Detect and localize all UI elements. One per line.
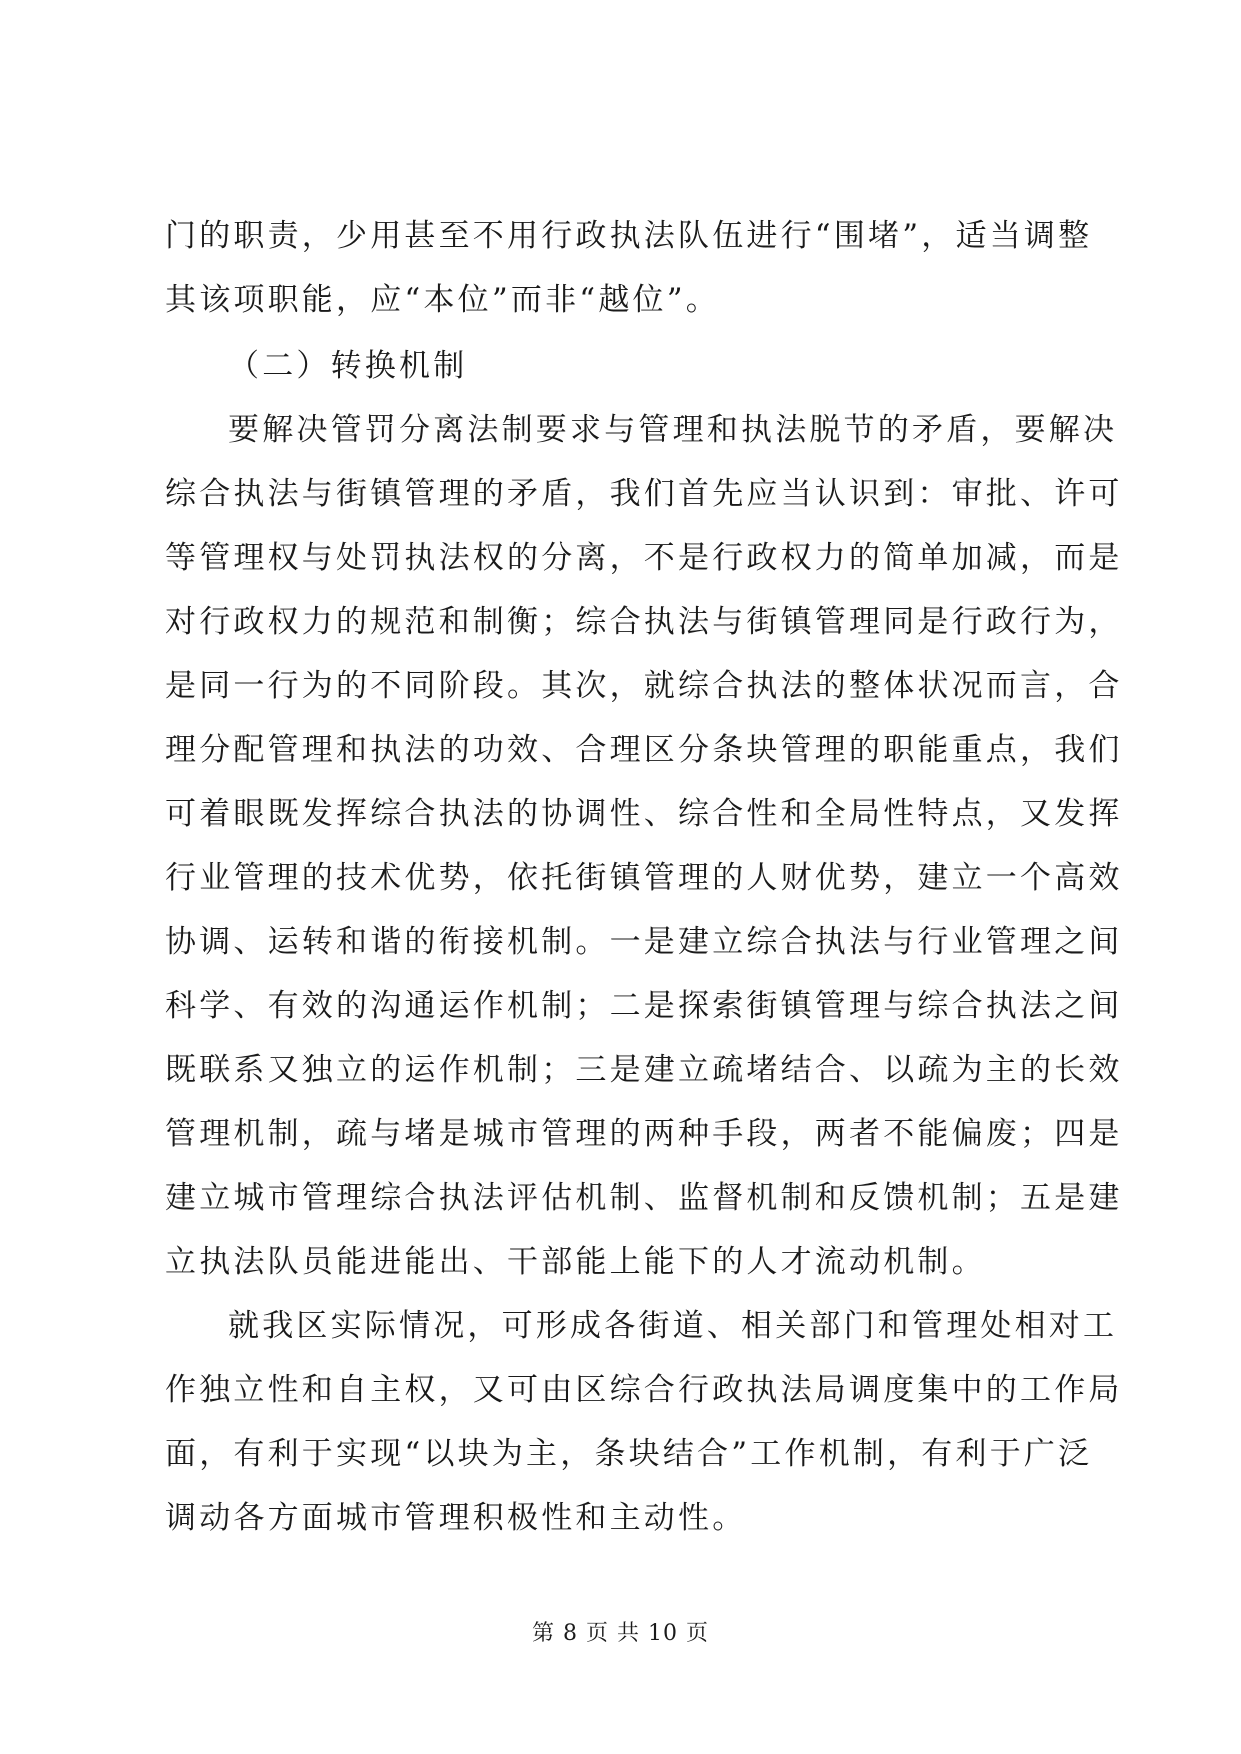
body-line: 行业管理的技术优势，依托街镇管理的人财优势，建立一个高效 [165, 860, 1123, 896]
body-line: 其该项职能，应“本位”而非“越位”。 [165, 282, 720, 318]
body-line: 科学、有效的沟通运作机制；二是探索街镇管理与综合执法之间 [165, 988, 1123, 1024]
body-line: 综合执法与街镇管理的矛盾，我们首先应当认识到：审批、许可 [165, 476, 1123, 512]
body-line: 调动各方面城市管理积极性和主动性。 [165, 1500, 747, 1536]
section-heading: （二）转换机制 [228, 348, 468, 384]
body-line: 门的职责，少用甚至不用行政执法队伍进行“围堵”，适当调整 [165, 218, 1093, 254]
body-line: 既联系又独立的运作机制；三是建立疏堵结合、以疏为主的长效 [165, 1052, 1123, 1088]
body-line: 就我区实际情况，可形成各街道、相关部门和管理处相对工 [228, 1308, 1118, 1344]
body-line: 对行政权力的规范和制衡；综合执法与街镇管理同是行政行为， [165, 604, 1123, 640]
body-line: 理分配管理和执法的功效、合理区分条块管理的职能重点，我们 [165, 732, 1123, 768]
body-line: 协调、运转和谐的衔接机制。一是建立综合执法与行业管理之间 [165, 924, 1123, 960]
body-line: 立执法队员能进能出、干部能上能下的人才流动机制。 [165, 1244, 986, 1280]
body-line: 等管理权与处罚执法权的分离，不是行政权力的简单加减，而是 [165, 540, 1123, 576]
body-line: 作独立性和自主权，又可由区综合行政执法局调度集中的工作局 [165, 1372, 1123, 1408]
body-line: 面，有利于实现“以块为主，条块结合”工作机制，有利于广泛 [165, 1436, 1093, 1472]
page-number-footer: 第 8 页 共 10 页 [532, 1621, 709, 1646]
body-line: 可着眼既发挥综合执法的协调性、综合性和全局性特点，又发挥 [165, 796, 1123, 832]
body-line: 建立城市管理综合执法评估机制、监督机制和反馈机制；五是建 [165, 1180, 1123, 1216]
body-line: 管理机制，疏与堵是城市管理的两种手段，两者不能偏废；四是 [165, 1116, 1123, 1152]
body-line: 是同一行为的不同阶段。其次，就综合执法的整体状况而言，合 [165, 668, 1123, 704]
body-line: 要解决管罚分离法制要求与管理和执法脱节的矛盾，要解决 [228, 412, 1118, 448]
